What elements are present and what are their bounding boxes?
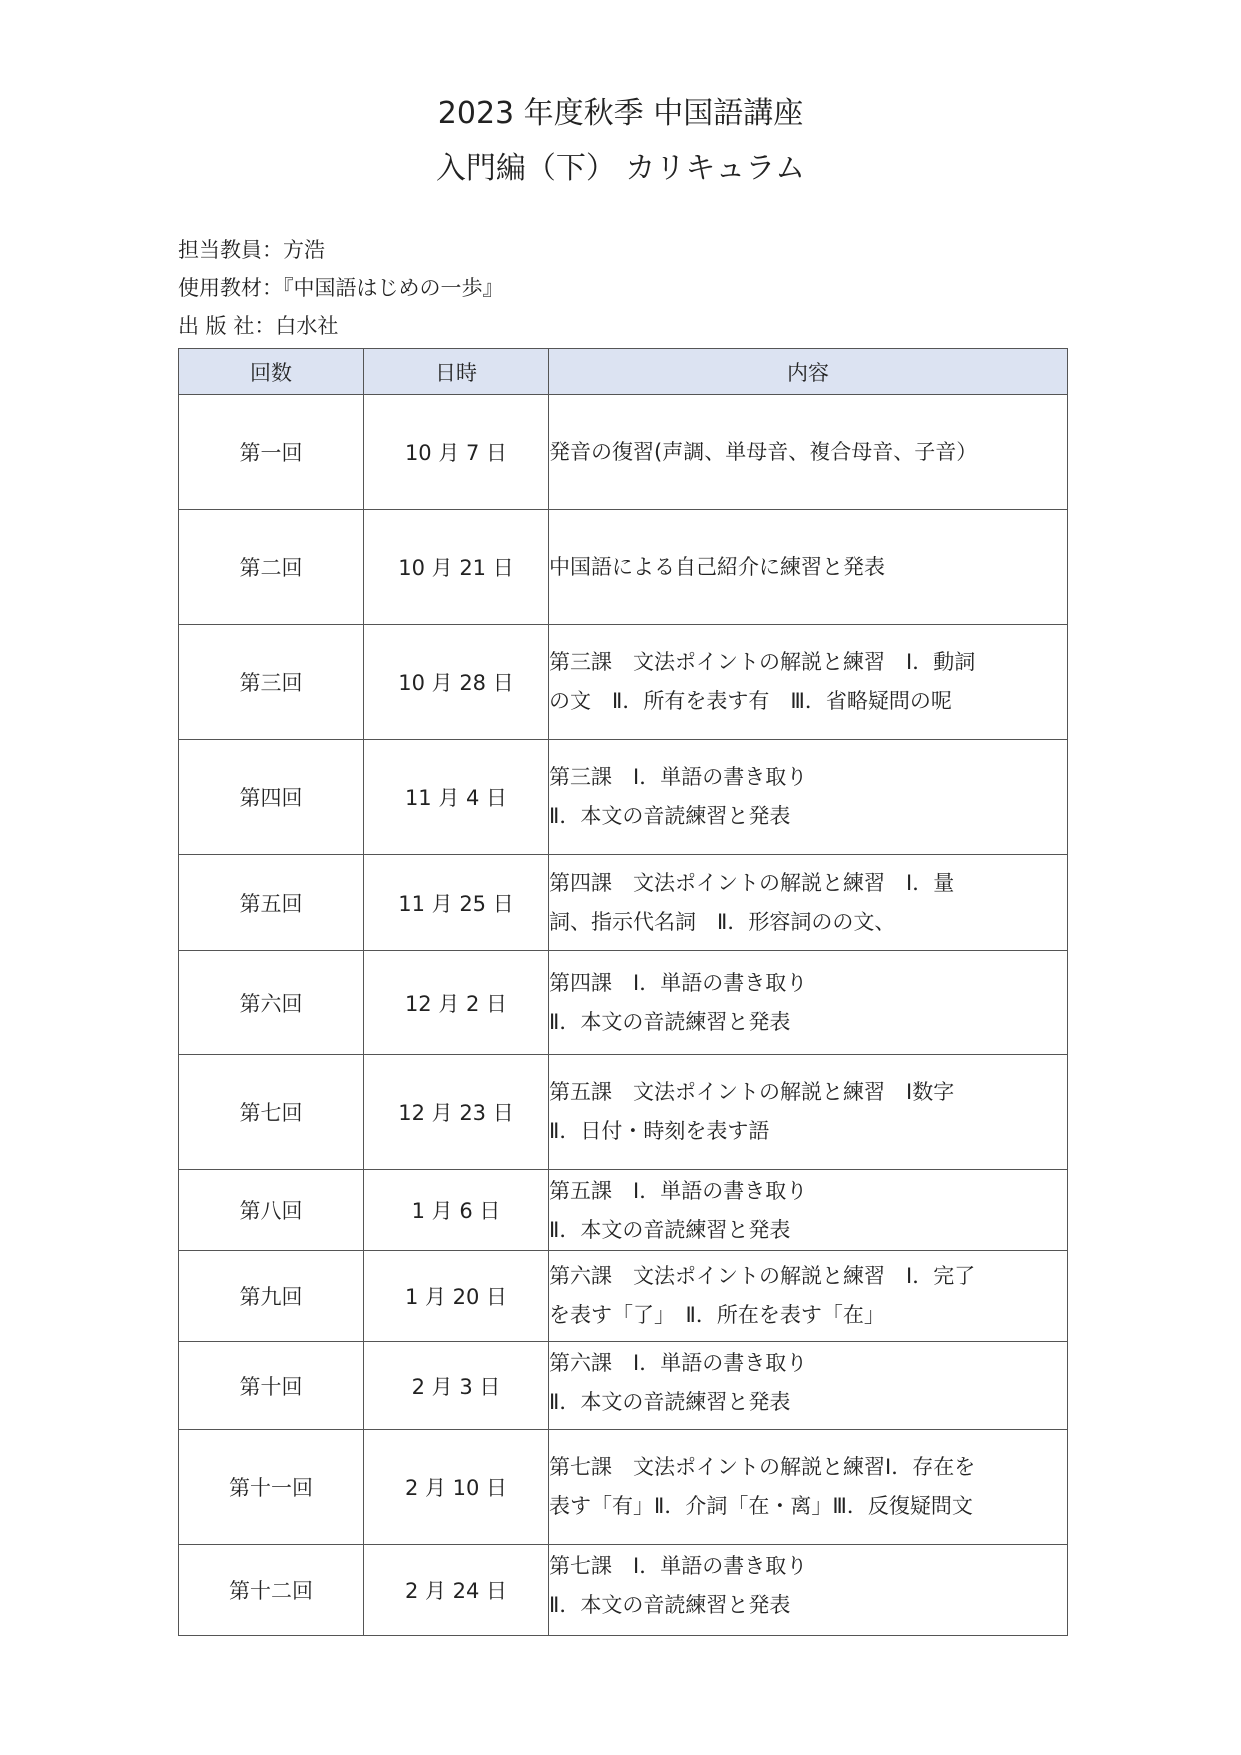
column-header-date: 日時 [364,349,549,395]
column-header-number: 回数 [179,349,364,395]
textbook-info: 使用教材：『中国語はじめの一歩』 [178,276,504,300]
session-date: 1 月 20 日 [364,1251,549,1342]
session-content: 第三課 Ⅰ．単語の書き取り Ⅱ．本文の音読練習と発表 [549,740,1068,855]
table-row [179,1342,1068,1430]
session-number: 第九回 [179,1251,364,1342]
session-number: 第一回 [179,395,364,510]
session-date: 11 月 4 日 [364,740,549,855]
page-subtitle: 入門編（下） カリキュラム [435,151,806,186]
table-row [179,1055,1068,1170]
table-header-row [179,349,1068,395]
column-header-content: 内容 [549,349,1068,395]
teacher-info: 担当教員：方浩 [178,238,325,262]
session-number: 第二回 [179,510,364,625]
table-row [179,510,1068,625]
session-date: 2 月 10 日 [364,1430,549,1545]
table-row [179,855,1068,951]
session-content: 発音の復習(声調、単母音、複合母音、子音） [549,395,1068,510]
table-row [179,1545,1068,1636]
table-row [179,395,1068,510]
session-number: 第十回 [179,1342,364,1430]
table-row [179,1251,1068,1342]
table-row [179,1170,1068,1251]
session-content: 第六課 文法ポイントの解説と練習 Ⅰ．完了 を表す「了」 Ⅱ．所在を表す「在」 [549,1251,1068,1342]
session-number: 第六回 [179,951,364,1055]
session-content: 第四課 文法ポイントの解説と練習 Ⅰ．量 詞、指示代名詞 Ⅱ．形容詞のの文、 [549,855,1068,951]
session-number: 第五回 [179,855,364,951]
session-content: 第五課 文法ポイントの解説と練習 Ⅰ数字 Ⅱ．日付・時刻を表す語 [549,1055,1068,1170]
session-date: 1 月 6 日 [364,1170,549,1251]
session-date: 10 月 21 日 [364,510,549,625]
session-content: 第四課 Ⅰ．単語の書き取り Ⅱ．本文の音読練習と発表 [549,951,1068,1055]
session-content: 第六課 Ⅰ．単語の書き取り Ⅱ．本文の音読練習と発表 [549,1342,1068,1430]
session-number: 第八回 [179,1170,364,1251]
session-content: 第七課 Ⅰ．単語の書き取り Ⅱ．本文の音読練習と発表 [549,1545,1068,1636]
session-date: 10 月 7 日 [364,395,549,510]
session-number: 第四回 [179,740,364,855]
session-number: 第十一回 [179,1430,364,1545]
table-row [179,1430,1068,1545]
page-title: 2023 年度秋季 中国語講座 [437,96,804,131]
session-date: 11 月 25 日 [364,855,549,951]
session-content: 第三課 文法ポイントの解説と練習 Ⅰ．動詞 の文 Ⅱ．所有を表す有 Ⅲ．省略疑問の呢 [549,625,1068,740]
session-content: 第七課 文法ポイントの解説と練習Ⅰ．存在を 表す「有」Ⅱ．介詞「在・离」Ⅲ．反復疑問文 [549,1430,1068,1545]
session-date: 12 月 23 日 [364,1055,549,1170]
table-row [179,625,1068,740]
publisher-info: 出 版 社：白水社 [178,314,339,338]
session-content: 第五課 Ⅰ．単語の書き取り Ⅱ．本文の音読練習と発表 [549,1170,1068,1251]
session-date: 2 月 3 日 [364,1342,549,1430]
session-date: 2 月 24 日 [364,1545,549,1636]
session-number: 第十二回 [179,1545,364,1636]
session-date: 12 月 2 日 [364,951,549,1055]
session-content: 中国語による自己紹介に練習と発表 [549,510,1068,625]
curriculum-table [178,348,1068,1636]
table-row [179,740,1068,855]
session-date: 10 月 28 日 [364,625,549,740]
session-number: 第三回 [179,625,364,740]
session-number: 第七回 [179,1055,364,1170]
table-row [179,951,1068,1055]
